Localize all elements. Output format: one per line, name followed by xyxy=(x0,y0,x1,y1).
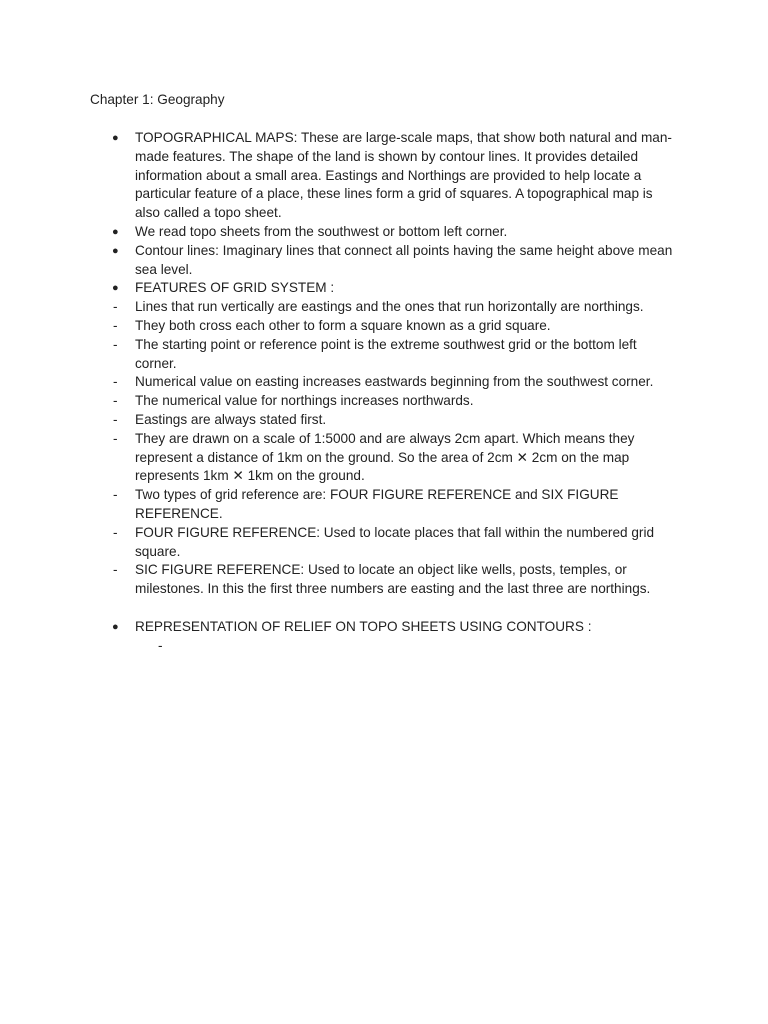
chapter-title: Chapter 1: Geography xyxy=(90,92,225,107)
dash-marker: - xyxy=(113,487,118,503)
bullet-marker: ● xyxy=(112,132,119,144)
dash-marker: - xyxy=(158,637,163,653)
list-item-text: SIC FIGURE REFERENCE: Used to locate an object like wells, posts, temples, or milestones. In this the first three numbers are easting and the last three are northings. xyxy=(135,562,651,597)
dash-marker: - xyxy=(113,299,118,315)
list-item-text: They both cross each other to form a square known as a grid square. xyxy=(135,317,551,333)
list-item xyxy=(0,336,680,374)
list-item xyxy=(0,486,680,524)
list-item-text: The starting point or reference point is the extreme southwest grid or the bottom left corner. xyxy=(135,336,637,371)
list-item-text: Eastings are always stated first. xyxy=(135,411,327,427)
notes-list xyxy=(0,129,768,656)
dash-marker: - xyxy=(113,430,118,446)
list-item-text: Lines that run vertically are eastings and the ones that run horizontally are northings. xyxy=(135,299,644,315)
list-item xyxy=(0,392,680,411)
list-item xyxy=(0,561,680,599)
list-item xyxy=(0,279,680,298)
list-item-text: The numerical value for northings increases northwards. xyxy=(135,393,474,409)
blank-line xyxy=(0,599,768,618)
list-item xyxy=(0,298,680,317)
list-item xyxy=(0,242,680,280)
dash-marker: - xyxy=(113,317,118,333)
list-item xyxy=(0,618,680,637)
list-item-text: FOUR FIGURE REFERENCE: Used to locate places that fall within the numbered grid square. xyxy=(135,524,655,559)
list-item xyxy=(0,373,680,392)
bullet-marker: ● xyxy=(112,225,119,238)
list-item-text: Numerical value on easting increases eastwards beginning from the southwest corner. xyxy=(135,374,654,390)
bullet-marker: ● xyxy=(112,244,119,257)
list-item-text: We read topo sheets from the southwest or bottom left corner. xyxy=(135,223,508,239)
list-item xyxy=(0,411,680,430)
list-item-text: Contour lines: Imaginary lines that connect all points having the same height above mean sea level. xyxy=(135,242,673,277)
list-item-text: Two types of grid reference are: FOUR FIGURE REFERENCE and SIX FIGURE REFERENCE. xyxy=(135,487,619,521)
list-item-text: TOPOGRAPHICAL MAPS: These are large-scale maps, that show both natural and man-made features. The shape of the land is shown by contour lines. It provides detailed information about a small area. Eastings and Northings are provided to help locate a particular feature of a place, these lines form a grid of squares. A topographical map is also called a topo sheet. xyxy=(135,130,672,221)
bullet-marker: ● xyxy=(112,620,119,633)
dash-marker: - xyxy=(113,562,118,578)
dash-marker: - xyxy=(113,336,118,352)
list-item xyxy=(0,524,680,562)
empty-sub-list-item xyxy=(0,637,768,656)
dash-marker: - xyxy=(113,524,118,540)
list-item xyxy=(0,430,680,486)
list-item-text: REPRESENTATION OF RELIEF ON TOPO SHEETS USING CONTOURS : xyxy=(135,618,592,634)
list-item xyxy=(0,317,680,336)
dash-marker: - xyxy=(113,393,118,409)
bullet-marker: ● xyxy=(112,282,119,295)
list-item-text: FEATURES OF GRID SYSTEM : xyxy=(135,280,335,296)
list-item xyxy=(0,223,680,242)
list-item xyxy=(0,129,680,223)
list-item-text: They are drawn on a scale of 1:5000 and are always 2cm apart. Which means they represent a distance of 1km on the ground. So the area of 2cm ✕ 2cm on the map represents 1km ✕ 1km on the ground. xyxy=(135,430,635,484)
dash-marker: - xyxy=(113,411,118,427)
dash-marker: - xyxy=(113,374,118,390)
